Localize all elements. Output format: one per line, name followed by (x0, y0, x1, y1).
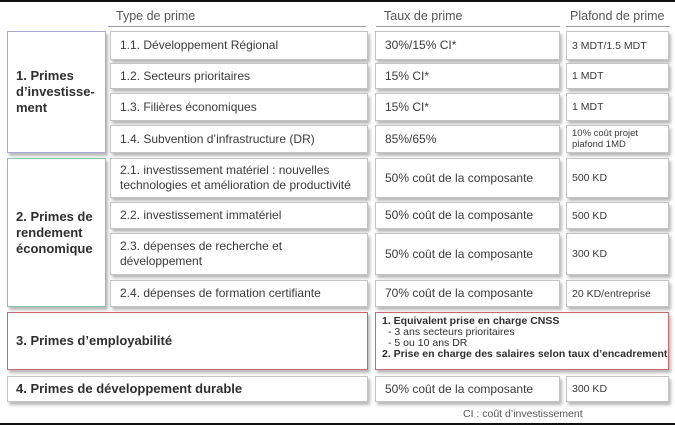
header-underline-type (108, 26, 366, 27)
row-plafond-text: 1 MDT (572, 101, 604, 113)
row-plafond-cell (566, 63, 669, 89)
row-taux-cell (375, 158, 560, 198)
row-taux-text: 15% CI* (385, 68, 430, 83)
header-type: Type de prime (116, 9, 196, 23)
row-type-text: 2.1. investissement matériel : nouvelles technologies et amélioration de productivité (120, 163, 351, 192)
row-type-cell (110, 125, 368, 153)
row-plafond-text: 20 KD/entreprise (572, 287, 651, 300)
row-plafond-text: 3 MDT/1.5 MDT (572, 39, 647, 52)
durable-taux-text: 50% coût de la composante (385, 381, 534, 396)
row-plafond-cell (566, 280, 669, 307)
group-durable (7, 376, 368, 402)
row-taux-text: 85%/65% (385, 131, 437, 146)
row-type-text: 1.3. Filières économiques (120, 99, 257, 114)
employabilite-line-4: 2. Prise en charge des salaires selon taux d’encadrement (382, 348, 668, 360)
row-plafond-cell (566, 233, 669, 275)
row-type-text: 1.4. Subvention d’infrastructure (DR) (120, 131, 315, 146)
header-underline-taux (376, 26, 560, 27)
row-type-cell (110, 202, 368, 229)
row-taux-text: 50% coût de la composante (385, 170, 534, 185)
row-plafond-cell (566, 125, 669, 153)
group-employabilite-label: 3. Primes d’employabilité (16, 333, 173, 348)
row-plafond-text: 500 KD (572, 172, 608, 184)
employabilite-detail (375, 312, 669, 370)
employabilite-line-1: 1. Equivalent prise en charge CNSS (382, 315, 560, 327)
row-taux-cell (375, 202, 560, 229)
row-plafond-text: 1 MDT (572, 70, 604, 82)
group-investissement (7, 31, 106, 153)
header-plafond: Plafond de prime (570, 9, 665, 23)
header-underline-plafond (566, 26, 670, 27)
row-plafond-text: 300 KD (572, 248, 608, 260)
row-type-cell (110, 158, 368, 198)
row-type-cell (110, 233, 368, 275)
employabilite-line-3: - 5 ou 10 ans DR (388, 337, 468, 349)
top-edge-line (0, 0, 675, 2)
row-type-text: 1.2. Secteurs prioritaires (120, 68, 251, 83)
group-durable-label: 4. Primes de développement durable (16, 381, 243, 396)
footnote: CI : coût d’investissement (463, 408, 583, 420)
row-plafond-text: 10% coût projet plafond 1MD (572, 128, 639, 150)
durable-plafond-text: 300 KD (572, 383, 608, 395)
row-plafond-text: 500 KD (572, 209, 608, 222)
row-taux-text: 70% coût de la composante (385, 286, 534, 300)
group-rendement (7, 158, 106, 307)
row-plafond-cell (566, 93, 669, 121)
row-taux-text: 50% coût de la composante (385, 208, 534, 222)
employabilite-line-2: - 3 ans secteurs prioritaires (388, 326, 515, 338)
row-type-cell (110, 93, 368, 121)
row-plafond-cell (566, 158, 669, 198)
row-type-cell (110, 280, 368, 307)
employabilite-list (376, 313, 667, 360)
row-taux-cell (375, 233, 560, 275)
row-taux-cell (375, 63, 560, 89)
row-taux-cell (375, 93, 560, 121)
row-taux-cell (375, 125, 560, 153)
row-taux-text: 30%/15% CI* (385, 38, 457, 52)
group-investissement-label: 1. Primes d’investisse- ment (16, 68, 95, 115)
row-type-cell (110, 63, 368, 89)
row-taux-cell (375, 280, 560, 307)
durable-taux-cell (375, 376, 560, 402)
row-type-text: 2.2. investissement immatériel (120, 208, 282, 222)
group-rendement-label: 2. Primes de rendement économique (16, 208, 93, 256)
row-taux-text: 50% coût de la composante (385, 246, 534, 261)
header-taux: Taux de prime (384, 9, 463, 23)
row-plafond-cell (566, 202, 669, 229)
row-type-text: 2.3. dépenses de recherche et développement (120, 239, 283, 268)
row-plafond-cell (566, 31, 669, 60)
row-type-text: 2.4. dépenses de formation certifiante (120, 286, 321, 300)
row-taux-cell (375, 31, 560, 60)
row-type-cell (110, 31, 368, 60)
row-taux-text: 15% CI* (385, 99, 430, 114)
group-employabilite (7, 312, 368, 370)
durable-plafond-cell (566, 376, 669, 402)
row-type-text: 1.1. Développement Régional (120, 38, 279, 52)
